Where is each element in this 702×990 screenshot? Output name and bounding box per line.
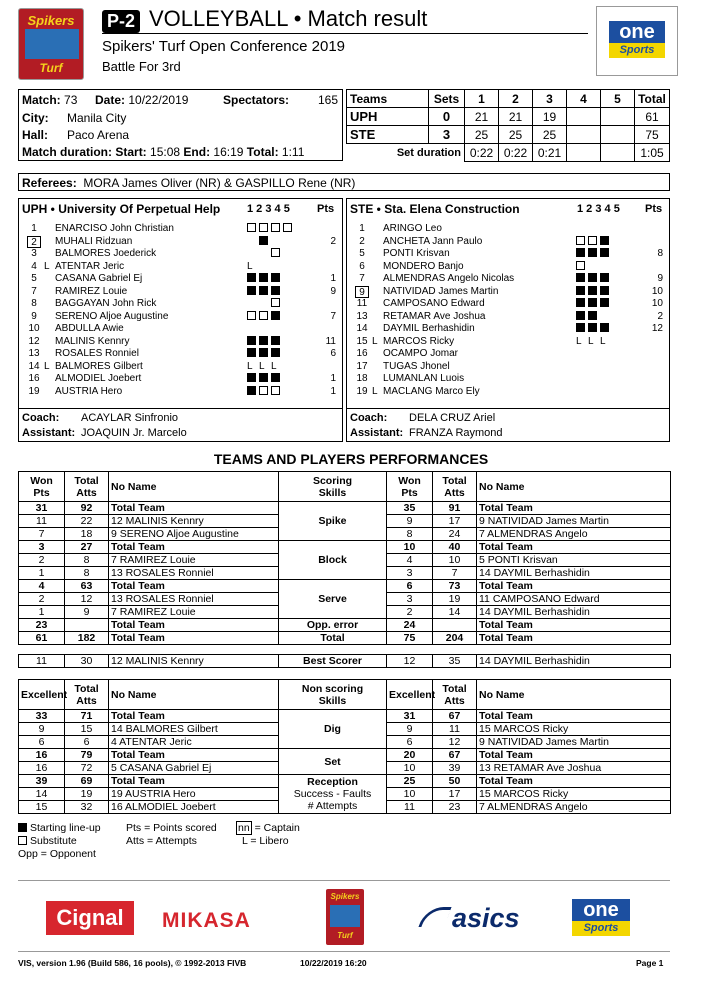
match-phase: Battle For 3rd [102, 59, 181, 74]
player-name: MUHALI Ridzuan [55, 235, 133, 247]
player-name: MONDERO Banjo [383, 260, 464, 272]
mikasa-logo: MIKASA [162, 909, 251, 932]
skill-label: Set [279, 749, 387, 775]
competition-name: Spikers' Turf Open Conference 2019 [102, 38, 346, 55]
best-scorer-row: 11 30 12 MALINIS Kennry Best Scorer 12 35 14 DAYMIL Berhashidin [19, 655, 671, 668]
result-row-ste: STE 3 25 25 25 75 [347, 126, 670, 144]
nonscoring-row: 16 72 5 CASANA Gabriel Ej 10 39 13 RETAMAR Ave Joshua [19, 762, 671, 775]
performance-title: TEAMS AND PLAYERS PERFORMANCES [213, 451, 489, 467]
player-number: 8 [31, 298, 37, 309]
nonscoring-row: 33 71 Total Team Dig 31 67 Total Team [19, 710, 671, 723]
team-b-title: STE • Sta. Elena Construction [350, 202, 520, 216]
player-name: NATIVIDAD James Martin [383, 285, 499, 297]
player-name: PONTI Krisvan [383, 248, 450, 259]
player-number: 3 [31, 248, 37, 259]
substitute-square-icon [588, 236, 597, 245]
player-name: AUSTRIA Hero [55, 385, 123, 397]
roster-row [19, 236, 342, 248]
roster-row [347, 286, 669, 298]
skill-label: Dig [279, 710, 387, 749]
player-number: 7 [31, 285, 37, 297]
player-name: ENARCISO John Christian [55, 223, 174, 234]
starting-square-icon [259, 373, 268, 382]
empty-square [247, 236, 256, 245]
roster-row [19, 336, 342, 348]
starting-square-icon [576, 311, 585, 320]
roster-row [347, 261, 669, 273]
player-number: 4 [31, 260, 37, 272]
starting-square-icon [576, 323, 585, 332]
roster-row [347, 311, 669, 323]
sponsor-bar [18, 880, 670, 952]
spikers-turf-logo [18, 8, 84, 80]
set-participation [247, 373, 283, 385]
roster-row [347, 298, 669, 310]
one-text: one [609, 21, 665, 43]
player-name: BALMORES Gilbert [55, 360, 143, 372]
sports-text: Sports [609, 43, 665, 58]
total-row: 61 182 Total Team Total 75 204 Total Team [19, 632, 671, 645]
roster-row [347, 248, 669, 260]
roster-row [347, 348, 669, 360]
player-number: 6 [359, 260, 365, 272]
roster-row [19, 348, 342, 360]
roster-row [347, 361, 669, 373]
substitute-square-icon [576, 261, 585, 270]
libero-mark: L [372, 385, 378, 397]
starting-square-icon [600, 286, 609, 295]
starting-square-icon [600, 236, 609, 245]
substitute-square-icon [271, 386, 280, 395]
logo-text-top: Spikers [27, 13, 75, 28]
player-name: BAGGAYAN John Rick [55, 298, 157, 309]
asics-logo: asics [422, 903, 520, 934]
player-name: ANCHETA Jann Paulo [383, 235, 483, 247]
roster-row [19, 386, 342, 398]
player-number: 11 [356, 298, 368, 309]
team-a-coach: ACAYLAR Sinfronio [81, 412, 179, 424]
starting-square-icon [259, 273, 268, 282]
set-participation [247, 236, 283, 248]
starting-square-icon [588, 248, 597, 257]
set-participation [576, 261, 588, 273]
set-participation [247, 261, 259, 273]
team-a-roster: UPH • University Of Perpetual Help 1 2 3 4 5 Pts Coach: ACAYLAR Sinfronio Assistant: JOAQUIN Jr. Marcelo 1 ENARCISO John Christian 2 MUHALI Ridzuan 2 3 BALMORES Joederick 4 L ATENTAR Jeric L 5 CASANA Gabriel Ej 1 7 RAMIREZ Louie 9 8 BAGGAYAN John Rick 9 SERENO Aljoe Augustine 7 10 ABDULLA Awie 12 MALINIS Kennry 11 13 ROSALES Ronniel 6 14 L BALMORES Gilbert L L L 16 ALMODIEL Joebert 1 19 AUSTRIA Hero 1 [18, 198, 343, 442]
substitute-square-icon [271, 248, 280, 257]
player-points: 1 [330, 273, 336, 284]
player-name: ROSALES Ronniel [55, 348, 139, 359]
roster-row [347, 336, 669, 348]
starting-square-icon [247, 373, 256, 382]
logo-text-bottom: Turf [39, 61, 63, 75]
set-participation [576, 286, 612, 298]
empty-square [271, 236, 280, 245]
roster-row [19, 373, 342, 385]
roster-row [19, 298, 342, 310]
player-number: 18 [356, 373, 368, 384]
starting-square-icon [600, 248, 609, 257]
player-number: 14 [28, 360, 40, 372]
player-name: CAMPOSANO Edward [383, 298, 485, 309]
substitute-square-icon [259, 386, 268, 395]
player-points: 2 [330, 235, 336, 247]
cignal-logo: Cignal [46, 901, 134, 935]
libero-mark: L [372, 335, 378, 347]
player-points: 12 [651, 323, 663, 334]
starting-square-icon [600, 298, 609, 307]
player-number: 19 [356, 385, 368, 397]
libero-letter: L [576, 335, 582, 347]
player-points: 2 [657, 310, 663, 322]
starting-square-icon [259, 236, 268, 245]
roster-row [347, 223, 669, 235]
starting-square-icon [271, 311, 280, 320]
legend-3: nn = Captain L = Libero [238, 822, 300, 847]
starting-square-icon [588, 323, 597, 332]
starting-square-icon [600, 273, 609, 282]
player-number: 13 [28, 348, 40, 359]
scoring-table: Won Pts Total Atts No Name Scoring Skills Won Pts Total Atts No Name 31 92 Total Team Spike 35 91 Total Team 11 22 12 MALINIS Kennry 9 17 9 NATIVIDAD James Martin 7 18 9 SERENO Aljoe Augustine 8 24 7 ALMENDRAS Angelo 3 27 Total Team Block 10 40 Total Team 2 8 7 RAMIREZ Louie 4 10 5 PONTI Krisvan 1 8 13 ROSALES Ronniel 3 7 14 DAYMIL Berhashidin 4 63 Total Team Serve 6 73 Total Team 2 12 13 ROSALES Ronniel 3 19 11 CAMPOSANO Edward 1 9 7 RAMIREZ Louie 2 14 14 DAYMIL Berhashidin 23 Total Team Opp. error 24 Total Team 61 182 Total Team Total 75 204 Total Team [18, 471, 670, 645]
player-number: 9 [355, 286, 369, 298]
player-points: 1 [330, 373, 336, 384]
substitute-square-icon [283, 223, 292, 232]
footer-version: VIS, version 1.96 (Build 586, 16 pools), © 1992-2013 FIVB [18, 958, 247, 968]
player-number: 10 [28, 323, 40, 334]
player-name: DAYMIL Berhashidin [383, 323, 475, 334]
substitute-square-icon [271, 298, 280, 307]
player-points: 1 [330, 385, 336, 397]
set-participation [576, 236, 612, 248]
player-points: 9 [657, 273, 663, 284]
roster-row [347, 323, 669, 335]
player-number: 9 [31, 310, 37, 322]
starting-square-icon [259, 336, 268, 345]
libero-letter: L [271, 360, 277, 372]
libero-letter: L [247, 360, 253, 372]
starting-square-icon [576, 273, 585, 282]
spikers-turf-sponsor-logo: Spikers Turf [326, 889, 364, 945]
skill-label: Block [279, 541, 387, 580]
team-b-assistant: FRANZA Raymond [409, 427, 503, 439]
roster-row [19, 286, 342, 298]
substitute-square-icon [271, 223, 280, 232]
roster-row [19, 261, 342, 273]
footer-page: Page 1 [636, 958, 664, 968]
team-b-coach: DELA CRUZ Ariel [409, 412, 496, 424]
roster-row [19, 248, 342, 260]
result-row-uph: UPH 0 21 21 19 61 [347, 108, 670, 126]
player-points: 9 [330, 285, 336, 297]
starting-square-icon [247, 273, 256, 282]
one-sports-sponsor-logo: one Sports [572, 899, 630, 939]
player-name: TUGAS Jhonel [383, 360, 450, 372]
player-number: 1 [31, 223, 37, 234]
starting-square-icon [600, 323, 609, 332]
player-name: MARCOS Ricky [383, 335, 455, 347]
starting-square-icon [588, 286, 597, 295]
libero-mark: L [44, 360, 50, 372]
starting-square-icon [259, 348, 268, 357]
starting-square-icon [271, 336, 280, 345]
skill-label: Serve [279, 580, 387, 619]
starting-square-icon [588, 311, 597, 320]
skill-label: Spike [279, 502, 387, 541]
player-name: ALMODIEL Joebert [55, 373, 142, 384]
roster-row [19, 273, 342, 285]
starting-square-icon [576, 286, 585, 295]
set-participation [247, 336, 283, 348]
set-participation [247, 286, 283, 298]
starting-square-icon [259, 286, 268, 295]
player-name: MALINIS Kennry [55, 335, 130, 347]
starting-square-icon [271, 348, 280, 357]
scoring-row: 7 18 9 SERENO Aljoe Augustine 8 24 7 ALMENDRAS Angelo [19, 528, 671, 541]
player-points: 10 [651, 285, 663, 297]
roster-row [347, 373, 669, 385]
player-number: 1 [359, 223, 365, 234]
set-participation [247, 223, 295, 235]
team-a-assistant: JOAQUIN Jr. Marcelo [81, 427, 187, 439]
substitute-square-icon [18, 836, 27, 845]
starting-square-icon [576, 298, 585, 307]
starting-square-icon [271, 373, 280, 382]
starting-square-icon [588, 298, 597, 307]
player-name: MACLANG Marco Ely [383, 385, 480, 397]
player-name: RAMIREZ Louie [55, 285, 128, 297]
player-number: 16 [28, 373, 40, 384]
substitute-square-icon [259, 311, 268, 320]
nonscoring-row: 39 69 Total Team Reception Success - Faults # Attempts 25 50 Total Team [19, 775, 671, 788]
footer-timestamp: 10/22/2019 16:20 [300, 958, 367, 968]
player-points: 10 [651, 298, 663, 309]
substitute-square-icon [247, 223, 256, 232]
player-name: OCAMPO Jomar [383, 348, 459, 359]
opp-error-row: 23 Total Team Opp. error 24 Total Team [19, 619, 671, 632]
player-name: LUMANLAN Luois [383, 373, 465, 384]
referees: Referees: MORA James Oliver (NR) & GASPILLO Rene (NR) [18, 173, 670, 191]
set-participation [247, 361, 283, 373]
set-participation [247, 298, 283, 310]
scoring-row: 3 27 Total Team Block 10 40 Total Team [19, 541, 671, 554]
scoring-row: 31 92 Total Team Spike 35 91 Total Team [19, 502, 671, 515]
libero-letter: L [259, 360, 265, 372]
nonscoring-row: 6 6 4 ATENTAR Jeric 6 12 9 NATIVIDAD James Martin [19, 736, 671, 749]
player-number: 5 [359, 248, 365, 259]
roster-row [19, 311, 342, 323]
set-participation [247, 248, 283, 260]
starting-lineup-square-icon [18, 823, 27, 832]
player-number: 16 [356, 348, 368, 359]
empty-square [247, 298, 256, 307]
legend: Starting line-up Substitute Opp = Opponent [18, 822, 101, 860]
libero-letter: L [600, 335, 606, 347]
set-participation [247, 348, 283, 360]
starting-square-icon [247, 386, 256, 395]
player-number: 2 [359, 235, 365, 247]
roster-row [347, 386, 669, 398]
set-duration-row: Set duration 0:22 0:22 0:21 1:05 [347, 144, 670, 162]
player-name: SERENO Aljoe Augustine [55, 310, 169, 322]
player-points: 11 [325, 335, 336, 347]
player-points: 7 [330, 310, 336, 322]
hall: Paco Arena [67, 128, 130, 142]
player-number: 12 [28, 335, 40, 347]
set-participation [247, 273, 283, 285]
roster-row [347, 273, 669, 285]
roster-row [347, 236, 669, 248]
team-a-title: UPH • University Of Perpetual Help [22, 202, 221, 216]
scoring-row: 4 63 Total Team Serve 6 73 Total Team [19, 580, 671, 593]
nonscoring-row: 15 32 16 ALMODIEL Joebert 11 23 7 ALMENDRAS Angelo [19, 801, 671, 814]
empty-square [247, 248, 256, 257]
starting-square-icon [576, 248, 585, 257]
scoring-row: 11 22 12 MALINIS Kennry 9 17 9 NATIVIDAD James Martin [19, 515, 671, 528]
set-participation [576, 273, 612, 285]
substitute-square-icon [247, 311, 256, 320]
best-scorer-table [18, 654, 670, 668]
player-name: ABDULLA Awie [55, 323, 124, 334]
city: Manila City [67, 111, 127, 125]
spectators: 165 [317, 93, 338, 107]
player-number: 7 [359, 273, 365, 284]
empty-square [259, 248, 268, 257]
player-name: CASANA Gabriel Ej [55, 273, 143, 284]
player-name: RETAMAR Ave Joshua [383, 310, 486, 322]
nonscoring-table: Excellent Total Atts No Name Non scoring Skills Excellent Total Atts No Name 33 71 Total Team Dig 31 67 Total Team 9 15 14 BALMORES Gilbert 9 11 15 MARCOS Ricky 6 6 4 ATENTAR Jeric 6 12 9 NATIVIDAD James Martin 16 79 Total Team Set 20 67 Total Team 16 72 5 CASANA Gabriel Ej 10 39 13 RETAMAR Ave Joshua 39 69 Total Team Reception Success - Faults # Attempts 25 50 Total Team 14 19 19 AUSTRIA Hero 10 17 15 MARCOS Ricky 15 32 16 ALMODIEL Joebert 11 23 7 ALMENDRAS Angelo [18, 679, 670, 814]
nonscoring-row: 9 15 14 BALMORES Gilbert 9 11 15 MARCOS Ricky [19, 723, 671, 736]
match-date: 10/22/2019 [128, 93, 189, 107]
libero-letter: L [588, 335, 594, 347]
roster-row [19, 223, 342, 235]
player-number: 13 [356, 310, 368, 322]
set-participation [576, 298, 612, 310]
starting-square-icon [247, 348, 256, 357]
asics-stripes-icon [418, 907, 451, 927]
page-code: P-2 [102, 10, 140, 33]
player-points: 8 [657, 248, 663, 259]
scoring-row: 1 8 13 ROSALES Ronniel 3 7 14 DAYMIL Berhashidin [19, 567, 671, 580]
roster-row [19, 361, 342, 373]
set-participation [247, 311, 283, 323]
match-info-box: Match: 73 Date: 10/22/2019 Spectators: 165 City: Manila City Hall: Paco Arena Match duration: Start: 15:08 End: 16:19 Total: 1:11 [18, 89, 343, 161]
player-number: 17 [356, 360, 368, 372]
empty-square [259, 298, 268, 307]
team-b-roster: STE • Sta. Elena Construction 1 2 3 4 5 Pts Coach: DELA CRUZ Ariel Assistant: FRANZA Raymond 1 ARINGO Leo 2 ANCHETA Jann Paulo 5 PONTI Krisvan 8 6 MONDERO Banjo 7 ALMENDRAS Angelo Nicolas 9 9 NATIVIDAD James Martin 10 11 CAMPOSANO Edward 10 13 RETAMAR Ave Joshua 2 14 DAYMIL Berhashidin 12 15 L MARCOS Ricky L L L 16 OCAMPO Jomar 17 TUGAS Jhonel 18 LUMANLAN Luois 19 L MACLANG Marco Ely [346, 198, 670, 442]
starting-square-icon [271, 273, 280, 282]
libero-mark: L [44, 260, 50, 272]
starting-square-icon [247, 336, 256, 345]
substitute-square-icon [576, 236, 585, 245]
player-number: 19 [28, 385, 40, 397]
set-participation [247, 386, 283, 398]
scoring-row: 1 9 7 RAMIREZ Louie 2 14 14 DAYMIL Berhashidin [19, 606, 671, 619]
player-number: 14 [356, 323, 368, 334]
player-number: 2 [27, 236, 41, 248]
page-title: VOLLEYBALL • Match result [149, 6, 428, 31]
one-sports-logo [596, 6, 678, 76]
player-name: ARINGO Leo [383, 223, 442, 234]
roster-row [19, 323, 342, 335]
player-points: 6 [330, 348, 336, 359]
player-number: 5 [31, 273, 37, 284]
player-name: ALMENDRAS Angelo Nicolas [383, 273, 515, 284]
substitute-square-icon [259, 223, 268, 232]
player-name: ATENTAR Jeric [55, 260, 125, 272]
set-participation [576, 311, 600, 323]
libero-letter: L [247, 260, 253, 272]
set-participation [576, 323, 612, 335]
match-number: 73 [64, 93, 78, 107]
player-name: BALMORES Joederick [55, 248, 157, 259]
set-results-table: Teams Sets 1 2 3 4 5 Total UPH 0 21 21 19 61 STE 3 25 25 25 75 Set duration 0:22 0:22 0:21 1:05 [346, 89, 670, 162]
scoring-row: 2 12 13 ROSALES Ronniel 3 19 11 CAMPOSANO Edward [19, 593, 671, 606]
player-number: 15 [356, 335, 368, 347]
starting-square-icon [247, 286, 256, 295]
starting-square-icon [271, 286, 280, 295]
nonscoring-row: 14 19 19 AUSTRIA Hero 10 17 15 MARCOS Ricky [19, 788, 671, 801]
scoring-row: 2 8 7 RAMIREZ Louie 4 10 5 PONTI Krisvan [19, 554, 671, 567]
nonscoring-row: 16 79 Total Team Set 20 67 Total Team [19, 749, 671, 762]
match-duration: Match duration: Start: 15:08 End: 16:19 Total: 1:11 [22, 145, 305, 159]
set-participation [576, 336, 612, 348]
starting-square-icon [588, 273, 597, 282]
set-participation [576, 248, 612, 260]
legend-2: Pts = Points scored Atts = Attempts [126, 822, 217, 847]
